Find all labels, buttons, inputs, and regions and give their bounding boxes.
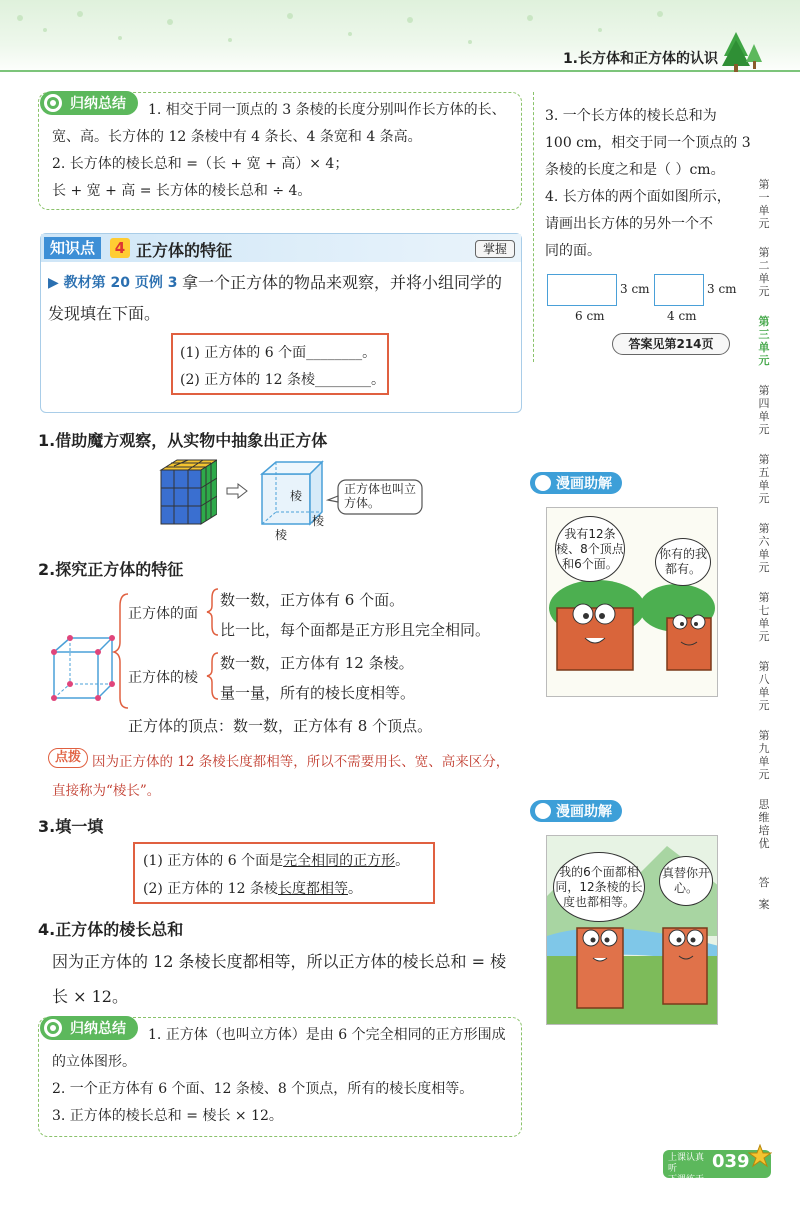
fill-line-2: (2) 正方体的 12 条棱长度都相等。 <box>143 881 362 897</box>
sidebar-unit-2[interactable]: 第二单元 <box>758 246 770 298</box>
target-icon <box>44 94 62 112</box>
rect2-bottom-label: 4 cm <box>667 309 697 323</box>
edge-label-bottom: 棱 <box>275 528 288 542</box>
summary-tag-2: 归纳总结 <box>40 1016 138 1040</box>
tip-text-2: 直接称为“棱长”。 <box>52 783 161 799</box>
edge-label-top: 棱 <box>290 489 303 503</box>
question-4-line-1: 4. 长方体的两个面如图所示， <box>545 189 731 205</box>
comic-2-speech-right: 真替你开心。 <box>659 856 713 906</box>
vertex-feature: 正方体的顶点：数一数，正方体有 8 个顶点。 <box>128 717 433 735</box>
footer-slogan: 上课认真听 下课练天量 <box>668 1153 705 1196</box>
summary1-line-1: 1. 相交于同一顶点的 3 条棱的长度分别叫作长方体的长、 <box>148 102 506 118</box>
question-3-line-1: 3. 一个长方体的棱长总和为 <box>545 108 717 124</box>
example-blank-1[interactable]: (1) 正方体的 6 个面________。 <box>180 345 377 361</box>
target-icon <box>44 1019 62 1037</box>
right-column-divider <box>533 92 534 362</box>
rect1-side-label: 3 cm <box>620 282 650 296</box>
fill-answer-2: 长度都相等 <box>278 881 348 897</box>
fill-answer-1: 完全相同的正方形 <box>283 853 396 869</box>
section-1-heading: 1.借助魔方观察，从实物中抽象出正方体 <box>38 431 328 450</box>
hand-pointer-icon <box>535 475 551 491</box>
summary1-line-3: 2. 长方体的棱长总和 =（长 + 宽 + 高）× 4； <box>52 156 349 172</box>
answer-reference: 答案见第214页 <box>612 333 730 355</box>
edge-group-label: 正方体的棱 <box>128 670 198 686</box>
example-text-1: 拿一个正方体的物品来观察，并将小组同学的 <box>182 273 503 292</box>
summary2-line-1: 1. 正方体（也叫立方体）是由 6 个完全相同的正方形围成 <box>148 1027 506 1043</box>
knowledge-point-title: 正方体的特征 <box>136 241 233 260</box>
chapter-title: 1.长方体和正方体的认识 <box>562 51 718 67</box>
section-4-text-2: 长 × 12。 <box>52 987 128 1006</box>
section-3-heading: 3.填一填 <box>38 817 104 836</box>
section-4-text-1: 因为正方体的 12 条棱长度都相等，所以正方体的棱长总和 = 棱 <box>52 952 507 971</box>
mastery-badge: 掌握 <box>475 240 515 258</box>
comic-1-speech-left: 我有12条棱、8个顶点和6个面。 <box>555 516 625 582</box>
summary1-line-4: 长 + 宽 + 高 = 长方体的棱长总和 ÷ 4。 <box>52 183 312 199</box>
question-3-line-3[interactable]: 条棱的长度之和是（ ）cm。 <box>545 162 725 178</box>
sidebar-unit-3[interactable]: 第三单元 <box>758 315 770 367</box>
summary1-line-2: 宽、高。长方体的 12 条棱中有 4 条长、4 条宽和 4 条高。 <box>52 129 422 145</box>
example-text-2: 发现填在下面。 <box>48 304 161 323</box>
face-feature-2: 比一比，每个面都是正方形且完全相同。 <box>220 621 491 639</box>
comic-1-speech-right: 你有的我都有。 <box>655 538 711 586</box>
knowledge-point-label: 知识点 <box>44 237 101 259</box>
sidebar-unit-answers[interactable]: 答案 <box>758 876 770 911</box>
sidebar-unit-7[interactable]: 第七单元 <box>758 591 770 643</box>
summary2-line-4: 3. 正方体的棱长总和 = 棱长 × 12。 <box>52 1108 283 1124</box>
summary-tag-1: 归纳总结 <box>40 91 138 115</box>
tip-text-1: 因为正方体的 12 条棱长度都相等，所以不需要用长、宽、高来区分， <box>92 754 510 770</box>
sidebar-unit-1[interactable]: 第一单元 <box>758 178 770 230</box>
edge-feature-1: 数一数，正方体有 12 条棱。 <box>220 654 414 672</box>
edge-feature-2: 量一量，所有的棱长度相等。 <box>220 684 416 702</box>
section-2-heading: 2.探究正方体的特征 <box>38 560 184 579</box>
sidebar-unit-thinking[interactable]: 思维培优 <box>758 798 770 850</box>
face-feature-1: 数一数，正方体有 6 个面。 <box>220 591 405 609</box>
section-4-heading: 4.正方体的棱长总和 <box>38 920 184 939</box>
comic-2-speech-left: 我的6个面都相同，12条棱的长度也都相等。 <box>553 852 645 922</box>
question-3-line-2: 100 cm，相交于同一个顶点的 3 <box>545 135 751 151</box>
question-4-line-3: 同的面。 <box>545 243 601 259</box>
rubiks-cube-image <box>155 458 217 526</box>
header-divider <box>0 70 800 72</box>
knowledge-point-number: 4 <box>110 238 130 258</box>
sidebar-unit-8[interactable]: 第八单元 <box>758 660 770 712</box>
sidebar-unit-4[interactable]: 第四单元 <box>758 384 770 436</box>
cube-vertices-diagram <box>50 632 116 702</box>
comic-panel-1 <box>546 507 718 697</box>
tree-icon <box>722 30 762 74</box>
face-group-label: 正方体的面 <box>128 606 198 622</box>
tip-tag: 点拨 <box>48 748 88 768</box>
cube-callout-text: 正方体也叫立方体。 <box>344 482 417 510</box>
example-reference: ▶ 教材第 20 页例 3 <box>48 275 178 291</box>
rect2-side-label: 3 cm <box>707 282 737 296</box>
star-icon <box>748 1144 772 1168</box>
question-4-line-2: 请画出长方体的另外一个不 <box>545 216 713 232</box>
summary2-line-3: 2. 一个正方体有 6 个面、12 条棱、8 个顶点，所有的棱长度相等。 <box>52 1081 474 1097</box>
fill-line-1: (1) 正方体的 6 个面是完全相同的正方形。 <box>143 853 410 869</box>
sidebar-unit-9[interactable]: 第九单元 <box>758 729 770 781</box>
arrow-right-icon <box>226 483 248 499</box>
comic-tag-1: 漫画助解 <box>530 472 622 494</box>
brace-edge <box>205 650 221 702</box>
example-blank-2[interactable]: (2) 正方体的 12 条棱________。 <box>180 372 385 388</box>
comic-panel-2 <box>546 835 718 1025</box>
sidebar-unit-6[interactable]: 第六单元 <box>758 522 770 574</box>
brace-face <box>205 586 221 638</box>
rect1-bottom-label: 6 cm <box>575 309 605 323</box>
edge-label-right: 棱 <box>312 514 325 528</box>
comic-tag-2: 漫画助解 <box>530 800 622 822</box>
hand-pointer-icon <box>535 803 551 819</box>
sidebar-unit-5[interactable]: 第五单元 <box>758 453 770 505</box>
summary2-line-2: 的立体图形。 <box>52 1054 136 1070</box>
face-rectangle-2 <box>654 274 704 306</box>
face-rectangle-1 <box>547 274 617 306</box>
page-number: 039 <box>712 1151 750 1172</box>
